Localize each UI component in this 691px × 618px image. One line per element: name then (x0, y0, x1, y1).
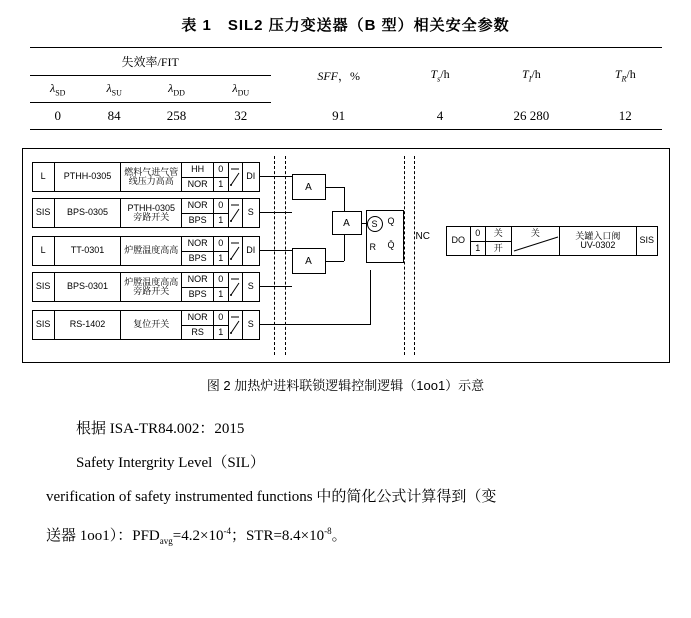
row1-desc: 燃料气进气管 线压力高高 (121, 163, 182, 191)
table1-header-ldu: $\lambda_{DU}$ (211, 76, 271, 103)
body-line-4 (46, 514, 645, 558)
table1-cell: 84 (86, 103, 142, 130)
latch-border-l (366, 210, 367, 262)
table1-cell: 258 (142, 103, 210, 130)
table1-cell: 26 280 (474, 103, 589, 130)
row2-switch-icon (229, 199, 244, 227)
latch-border-r (403, 210, 404, 263)
row3-tag: TT-0301 (55, 237, 122, 265)
figure2-caption: 图 2 加热炉进料联锁逻辑控制逻辑（1oo1）示意 (206, 378, 485, 394)
row5-kind: SIS (33, 311, 55, 339)
latch-q: Q (387, 216, 395, 227)
latch-border-t (366, 210, 404, 211)
row1-gate-labels (182, 163, 214, 191)
row2-gate-top: NOR (182, 199, 213, 214)
divider-dashed-1 (274, 156, 275, 355)
row5-bits (214, 311, 229, 339)
output-bit-1: 1 (475, 242, 481, 253)
row4-bit-top: 0 (214, 273, 228, 288)
row2-gate-bottom: BPS (188, 214, 207, 225)
wire-g1-to-g3 (344, 187, 345, 211)
divider-dashed-4 (414, 156, 415, 355)
input-row-2 (32, 198, 260, 228)
row1-gate-top: HH (182, 163, 213, 178)
row2-tag: BPS-0305 (55, 199, 122, 227)
wire-gate1-out (326, 187, 344, 188)
table1-header-ti: $T_I/h$ (474, 48, 589, 103)
table-row (30, 103, 662, 130)
valve-state-label: 关 (530, 228, 540, 239)
wire-r5 (260, 324, 370, 325)
input-row-3 (32, 236, 260, 266)
body-line-4-a: 送器 1oo1）：PFD (46, 528, 160, 545)
nc-label: NC (415, 231, 430, 243)
row4-gate-bottom: BPS (188, 288, 207, 299)
table1-header-lsu: $\lambda_{SU}$ (86, 76, 142, 103)
latch-border-b (366, 262, 404, 263)
row1-switch-icon (229, 163, 244, 191)
figure2 (22, 148, 670, 363)
table1-cell: 32 (211, 103, 271, 130)
do-label: DO (447, 227, 471, 255)
body-line-4-sup1: -4 (223, 526, 231, 537)
output-sis-label: SIS (639, 235, 654, 246)
row4-tag: BPS-0301 (55, 273, 122, 301)
input-row-1 (32, 162, 260, 192)
row4-bits (214, 273, 229, 301)
table1-header-sff: SFF，% (271, 48, 407, 103)
document-page (0, 14, 691, 618)
output-bits (471, 227, 486, 255)
latch-reset: R (369, 242, 376, 253)
row1-bit-bottom: 1 (218, 178, 224, 189)
wire-r2 (260, 212, 292, 213)
row1-out: DI (246, 171, 256, 182)
body-line-1: 根据 ISA-TR84.002：2015 (76, 421, 245, 438)
row5-desc: 复位开关 (121, 311, 182, 339)
input-row-5 (32, 310, 260, 340)
row5-bit-bottom: 1 (218, 326, 224, 337)
and-gate-1: A (292, 174, 326, 200)
row5-gate-top: NOR (182, 311, 213, 326)
row3-bit-top: 0 (214, 237, 228, 252)
wire-r4 (260, 286, 292, 287)
row3-gate-labels (182, 237, 214, 265)
body-line-4-d: 。 (331, 528, 347, 545)
table1-header-tr: $T_R/h$ (589, 48, 661, 103)
row4-gate-labels (182, 273, 214, 301)
divider-dashed-2 (285, 156, 286, 355)
row4-desc: 炉膛温度高高 旁路开关 (121, 273, 182, 301)
row1-tag: PTHH-0305 (55, 163, 122, 191)
row3-gate-top: NOR (182, 237, 213, 252)
row2-gate-labels (182, 199, 214, 227)
table1-cell: 12 (589, 103, 661, 130)
body-line-3-text: verification of safety instrumented functions 中的简化公式计算得到（变 (46, 489, 497, 506)
row4-gate-top: NOR (182, 273, 213, 288)
latch-set: S (367, 216, 383, 232)
table-row (30, 48, 662, 76)
body-line-3 (46, 480, 645, 514)
row1-bit-top: 0 (214, 163, 228, 178)
row5-switch-icon (229, 311, 244, 339)
row3-desc: 炉膛温度高高 (121, 237, 182, 265)
row5-gate-labels (182, 311, 214, 339)
input-row-4 (32, 272, 260, 302)
wire-gate2-out (326, 261, 344, 262)
table1 (30, 47, 662, 130)
row2-desc: PTHH-0305 旁路开关 (121, 199, 182, 227)
body-line-4-sub1: avg (159, 536, 173, 547)
row2-bits (214, 199, 229, 227)
row3-gate-bottom: BPS (188, 252, 207, 263)
wire-r1 (260, 176, 292, 177)
table1-header-lsd: $\lambda_{SD}$ (30, 76, 86, 103)
row5-tag: RS-1402 (55, 311, 122, 339)
row4-kind: SIS (33, 273, 55, 301)
output-state-closed: 关 (486, 227, 511, 242)
row2-kind: SIS (33, 199, 55, 227)
table1-caption: 表 1 SIL2 压力变送器（B 型）相关安全参数 (181, 17, 510, 34)
valve-desc: 关罐入口阀 UV-0302 (560, 227, 637, 255)
row4-bit-bottom: 1 (218, 288, 224, 299)
row4-out: S (247, 281, 254, 292)
body-line-4-c: ；STR=8.4×10 (230, 528, 325, 545)
body-line-4-b: =4.2×10 (172, 528, 224, 545)
row3-bits (214, 237, 229, 265)
table1-cell: 0 (30, 103, 86, 130)
row2-bit-bottom: 1 (218, 214, 224, 225)
gate1-edge (292, 174, 293, 200)
table1-header-ts: $T_s/h$ (406, 48, 473, 103)
row1-kind: L (33, 163, 55, 191)
row3-switch-icon (229, 237, 244, 265)
output-bit-0: 0 (471, 227, 485, 242)
row4-switch-icon (229, 273, 244, 301)
valve-symbol (512, 227, 560, 255)
and-gate-3: A (332, 211, 362, 235)
row3-kind: L (33, 237, 55, 265)
row1-gate-bottom: NOR (187, 178, 208, 189)
row2-out: S (247, 207, 254, 218)
table1-header-ldd: $\lambda_{DD}$ (142, 76, 210, 103)
row3-out: DI (246, 245, 256, 256)
row5-gate-bottom: RS (191, 326, 204, 337)
and-gate-2: A (292, 248, 326, 274)
table1-cell: 91 (271, 103, 407, 130)
body-text (46, 412, 645, 558)
output-states (486, 227, 512, 255)
row1-bits (214, 163, 229, 191)
latch-qbar: Q̄ (387, 240, 395, 251)
body-line-4-sup2: -8 (324, 526, 332, 537)
divider-dashed-3 (404, 156, 405, 355)
wire-r5-up (370, 270, 371, 325)
wire-g2-to-g3 (344, 235, 345, 261)
body-line-2: Safety Intergrity Level（SIL） (76, 455, 265, 472)
row2-bit-top: 0 (214, 199, 228, 214)
row5-out: S (247, 319, 254, 330)
table1-cell: 4 (406, 103, 473, 130)
output-state-open: 开 (493, 242, 503, 253)
output-row (446, 226, 658, 256)
row5-bit-top: 0 (214, 311, 228, 326)
table1-group-header: 失效率/FIT (30, 48, 271, 76)
row3-bit-bottom: 1 (218, 252, 224, 263)
wire-r3 (260, 250, 292, 251)
